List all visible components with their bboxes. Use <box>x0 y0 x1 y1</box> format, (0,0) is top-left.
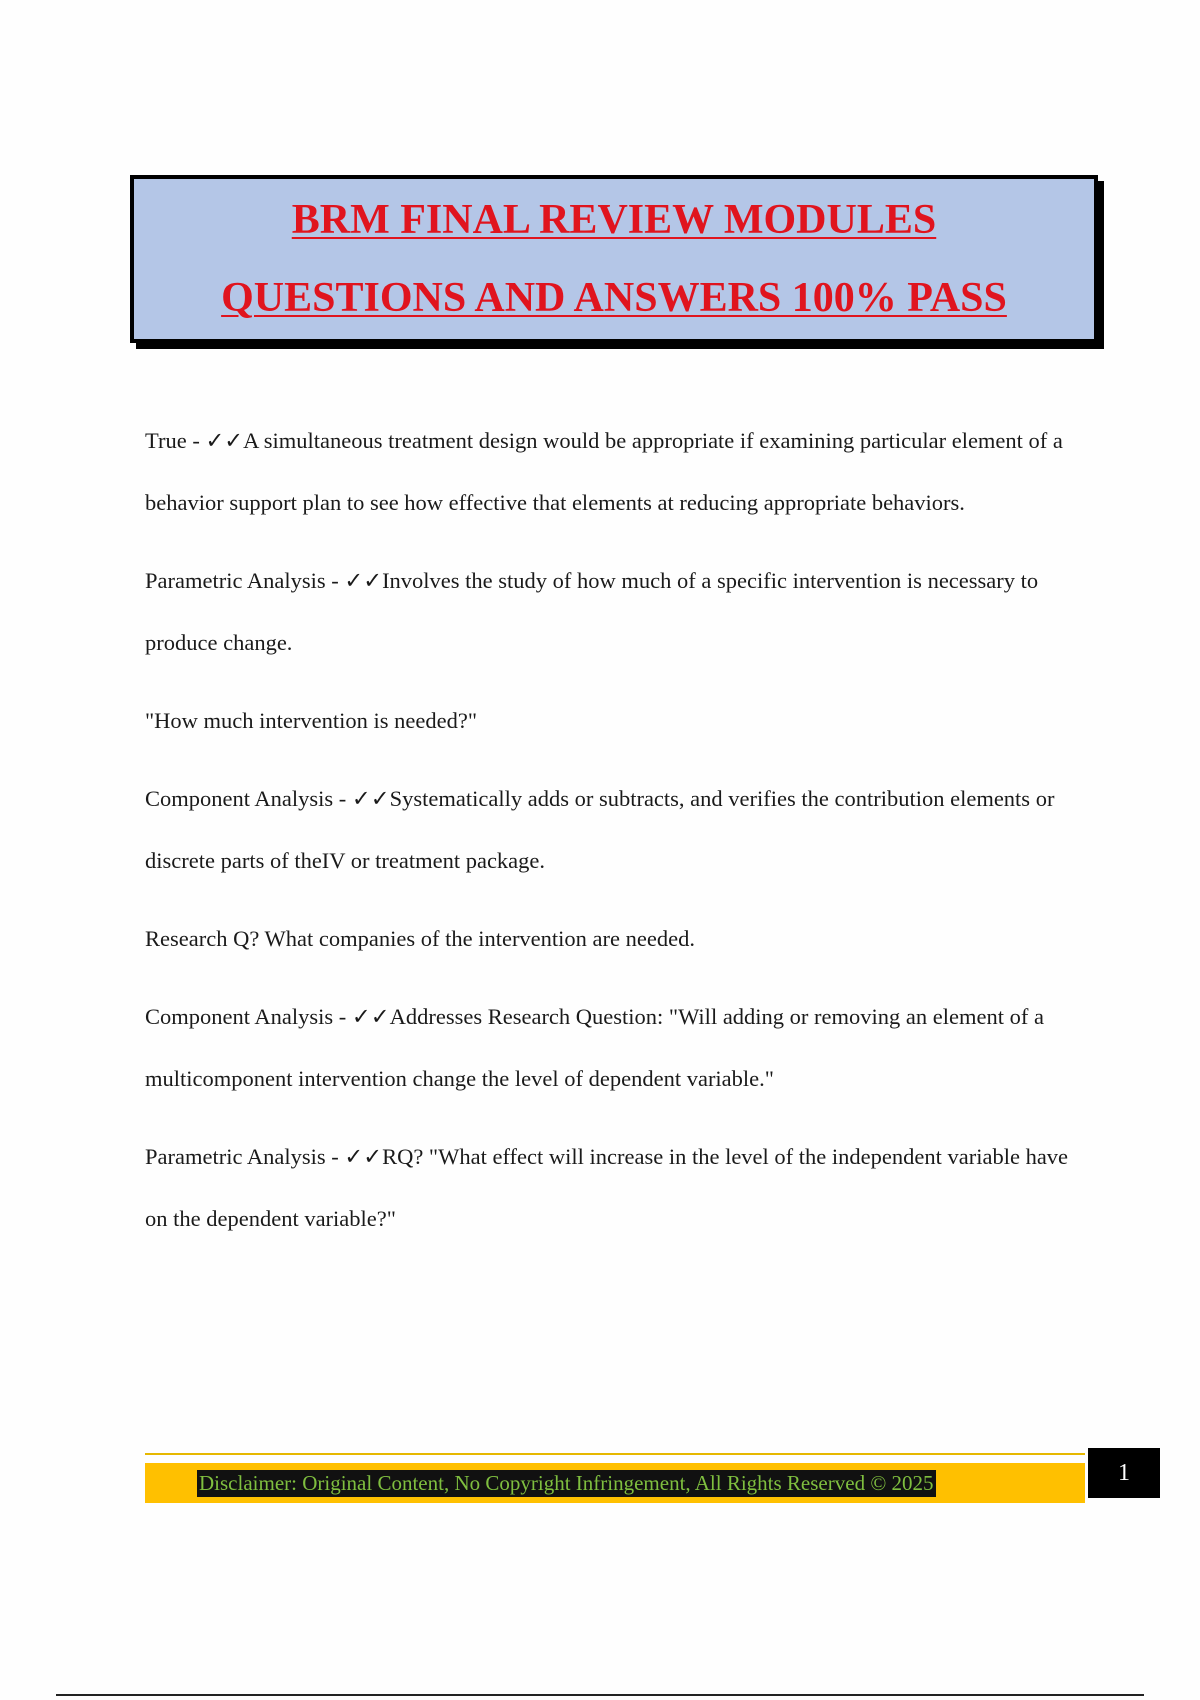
qa-entry <box>145 410 1095 534</box>
entry-separator: - <box>325 1144 345 1169</box>
entry-definition: Involves the study of how much of a specific intervention is necessary to produce change. <box>145 568 1039 655</box>
entry-separator: - <box>333 1004 352 1029</box>
entry-term: Component Analysis <box>145 1004 334 1029</box>
entry-term: Parametric Analysis <box>145 568 326 593</box>
qa-note: Research Q? What companies of the intervention are needed. <box>145 926 695 951</box>
footer-disclaimer: Disclaimer: Original Content, No Copyright Infringement, All Rights Reserved © 2025 <box>199 1471 934 1495</box>
entry-separator: - <box>186 428 206 453</box>
entry-definition: Addresses Research Question: "Will adding or removing an element of a multicomponent intervention change the level of dependent variable." <box>145 1004 1044 1091</box>
title-line-2: QUESTIONS AND ANSWERS 100% PASS <box>221 275 1007 321</box>
entry-definition: A simultaneous treatment design would be appropriate if examining particular element of a behavior support plan to see how effective that elements at reducing appropriate behaviors. <box>145 428 1063 515</box>
page-number: 1 <box>1088 1448 1160 1498</box>
entry-term: True <box>145 428 187 453</box>
page-bottom-rule <box>56 1694 1144 1696</box>
check-icon: ✓✓ <box>351 786 390 811</box>
qa-entry <box>145 986 1095 1110</box>
check-icon: ✓✓ <box>205 428 244 453</box>
footer-rule <box>145 1453 1085 1455</box>
entry-term: Component Analysis <box>145 786 334 811</box>
qa-entry <box>145 550 1095 674</box>
title-box <box>130 175 1098 343</box>
check-icon: ✓✓ <box>351 1004 390 1029</box>
entry-separator: - <box>325 568 345 593</box>
entry-term: Parametric Analysis <box>145 1144 326 1169</box>
qa-entry <box>145 1126 1095 1250</box>
qa-entry <box>145 768 1095 892</box>
qa-content <box>145 410 1095 1266</box>
qa-note: "How much intervention is needed?" <box>145 708 478 733</box>
check-icon: ✓✓ <box>344 1144 383 1169</box>
check-icon: ✓✓ <box>344 568 383 593</box>
entry-definition: RQ? "What effect will increase in the level of the independent variable have on the dependent variable?" <box>145 1144 1069 1231</box>
entry-definition: Systematically adds or subtracts, and verifies the contribution elements or discrete parts of theIV or treatment package. <box>145 786 1055 873</box>
entry-separator: - <box>333 786 352 811</box>
title-line-1: BRM FINAL REVIEW MODULES <box>291 197 937 243</box>
